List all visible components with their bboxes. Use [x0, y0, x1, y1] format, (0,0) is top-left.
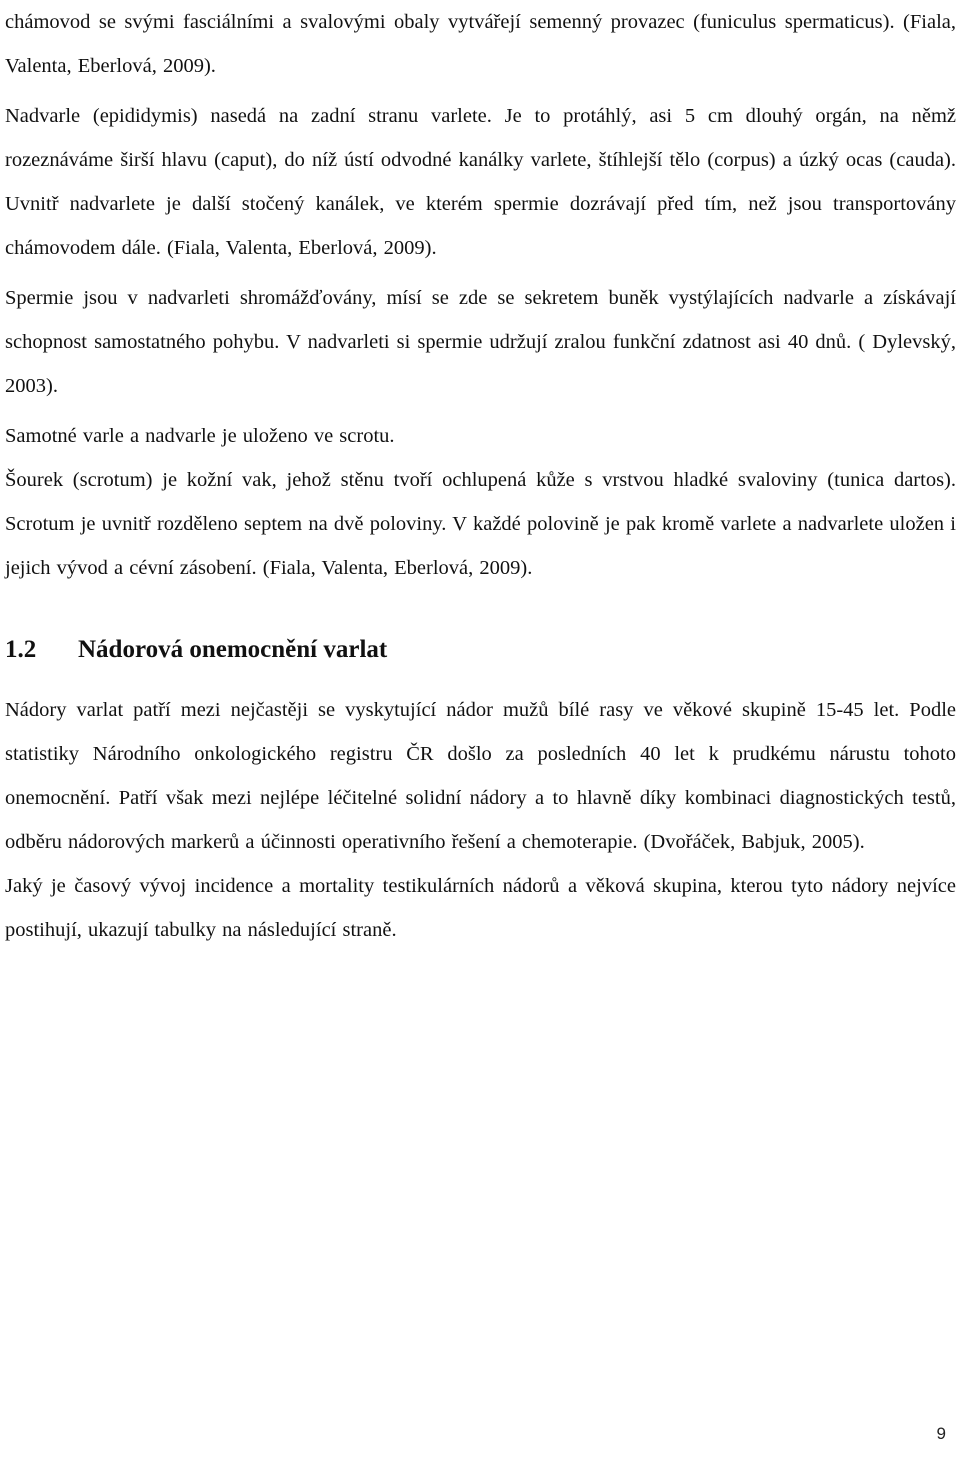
paragraph-epididymis: Nadvarle (epididymis) nasedá na zadní stranu varlete. Je to protáhlý, asi 5 cm dlouhý orgán, na němž rozeznáváme širší hlavu (caput), do níž ústí odvodné kanálky varlete, štíhlejší tělo (corpus) a úzký ocas (cauda). Uvnitř nadvarlete je další stočený kanálek, ve kterém spermie dozrávají před tím, než jsou transportovány chámovodem dále. (Fiala, Valenta, Eberlová, 2009). — [5, 105, 956, 259]
document-page — [5, 0, 956, 952]
page-number: 9 — [936, 1424, 946, 1443]
paragraph-scrotum: Šourek (scrotum) je kožní vak, jehož stěnu tvoří ochlupená kůže s vrstvou hladké svaloviny (tunica dartos). Scrotum je uvnitř rozděleno septem na dvě poloviny. V každé polovině je pak kromě varlete a nadvarlete uložen i jejich vývod a cévní zásobení. (Fiala, Valenta, Eberlová, 2009). — [5, 469, 956, 579]
paragraph-scrotum-location: Samotné varle a nadvarle je uloženo ve scrotu. — [5, 425, 395, 447]
spacer — [5, 672, 956, 688]
paragraph-testicular-tumors: Nádory varlat patří mezi nejčastěji se vyskytující nádor mužů bílé rasy ve věkové skupině 15-45 let. Podle statistiky Národního onkologického registru ČR došlo za posledních 40 let k prudkému nárustu tohoto onemocnění. Patří však mezi nejlépe léčitelné solidní nádory a to hlavně díky kombinaci diagnostických testů, odběru nádorových markerů a účinnosti operativního řešení a chemoterapie. (Dvořáček, Babjuk, 2005). — [5, 699, 956, 853]
section-heading — [5, 628, 956, 672]
paragraph-incidence-intro: Jaký je časový vývoj incidence a mortality testikulárních nádorů a věková skupina, kterou tyto nádory nejvíce postihují, ukazují tabulky na následující straně. — [5, 875, 956, 941]
section-title: Nádorová onemocnění varlat — [78, 636, 388, 663]
paragraph-sperm-storage: Spermie jsou v nadvarleti shromážďovány, mísí se zde se sekretem buněk vystýlajících nadvarle a získávají schopnost samostatného pohybu. V nadvarleti si spermie udržují zralou funkční zdatnost asi 40 dnů. ( Dylevský, 2003). — [5, 287, 956, 397]
paragraph-spermatic-cord: chámovod se svými fasciálními a svalovými obaly vytvářejí semenný provazec (funiculus spermaticus). (Fiala, Valenta, Eberlová, 2009). — [5, 11, 956, 77]
section-number: 1.2 — [5, 636, 37, 663]
spacer — [5, 590, 956, 628]
